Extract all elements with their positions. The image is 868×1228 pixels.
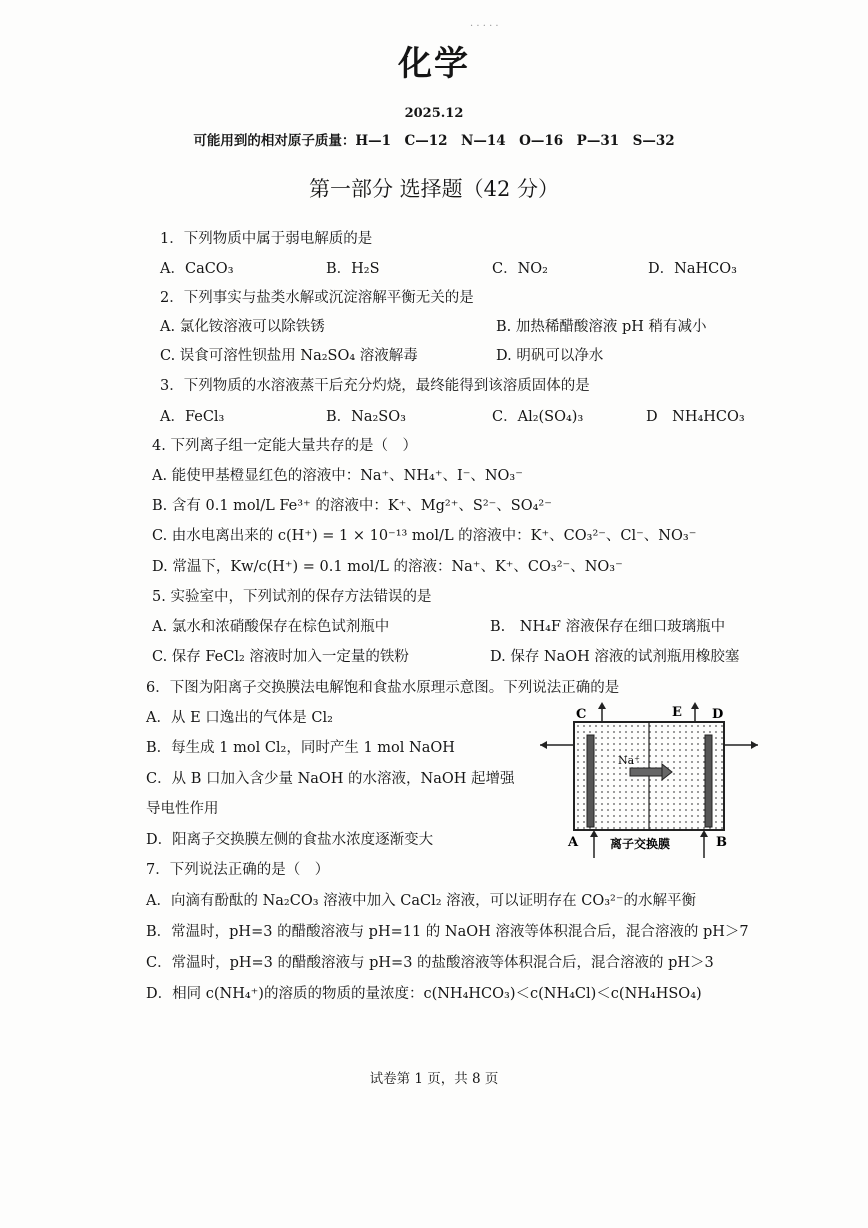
label-e: E <box>672 705 682 720</box>
question-7-option-c: C．常温时，pH=3 的醋酸溶液与 pH=3 的盐酸溶液等体积混合后，混合溶液的 pH＞3 <box>146 955 714 971</box>
question-2-option-c: C. 误食可溶性钡盐用 Na₂SO₄ 溶液解毒 <box>160 348 418 364</box>
membrane-label: 离子交换膜 <box>610 837 671 851</box>
question-5-option-b: B. NH₄F 溶液保存在细口玻璃瓶中 <box>490 619 726 635</box>
label-a: A <box>568 835 579 850</box>
question-4-option-d: D. 常温下，Kw/c(H⁺) = 0.1 mol/L 的溶液：Na⁺、K⁺、CO₃²⁻、NO₃⁻ <box>152 559 623 575</box>
page-footer: 试卷第 1 页，共 8 页 <box>369 1071 499 1087</box>
question-2-option-d: D. 明矾可以净水 <box>496 348 604 364</box>
question-3-option-b: B．Na₂SO₃ <box>326 409 406 425</box>
question-7-option-a: A．向滴有酚酞的 Na₂CO₃ 溶液中加入 CaCl₂ 溶液，可以证明存在 CO₃²⁻的水解平衡 <box>146 893 696 909</box>
label-b: B <box>716 835 727 850</box>
question-2-option-a: A. 氯化铵溶液可以除铁锈 <box>160 319 325 335</box>
question-3-option-a: A．FeCl₃ <box>160 409 225 425</box>
question-3-stem: 3．下列物质的水溶液蒸干后充分灼烧，最终能得到该溶质固体的是 <box>160 378 590 394</box>
question-4-option-a: A. 能使甲基橙显红色的溶液中：Na⁺、NH₄⁺、I⁻、NO₃⁻ <box>152 468 523 484</box>
label-c: C <box>576 707 587 722</box>
question-6-option-b: B．每生成 1 mol Cl₂，同时产生 1 mol NaOH <box>146 740 455 756</box>
question-6-stem: 6．下图为阳离子交换膜法电解饱和食盐水原理示意图。下列说法正确的是 <box>146 680 620 696</box>
question-4-stem: 4. 下列离子组一定能大量共存的是（ ） <box>152 438 417 454</box>
question-1-option-b: B．H₂S <box>326 261 380 277</box>
label-na-ion: Na⁺ <box>618 754 640 767</box>
top-mark: · · · · · <box>470 21 499 32</box>
electrolysis-diagram <box>540 700 760 860</box>
page-title: 化学 <box>398 44 470 84</box>
question-6-option-a: A．从 E 口逸出的气体是 Cl₂ <box>146 710 333 726</box>
question-1-stem: 1．下列物质中属于弱电解质的是 <box>160 231 373 247</box>
question-5-option-c: C. 保存 FeCl₂ 溶液时加入一定量的铁粉 <box>152 649 409 665</box>
question-6-option-c-continued: 导电性作用 <box>146 801 219 817</box>
question-7-stem: 7．下列说法正确的是（ ） <box>146 862 330 878</box>
question-4-option-b: B. 含有 0.1 mol/L Fe³⁺ 的溶液中：K⁺、Mg²⁺、S²⁻、SO₄²⁻ <box>152 498 552 514</box>
question-5-option-d: D. 保存 NaOH 溶液的试剂瓶用橡胶塞 <box>490 649 740 665</box>
question-6-option-c: C．从 B 口加入含少量 NaOH 的水溶液，NaOH 起增强 <box>146 771 515 787</box>
question-4-option-c: C. 由水电离出来的 c(H⁺) = 1 × 10⁻¹³ mol/L 的溶液中：K⁺、CO₃²⁻、Cl⁻、NO₃⁻ <box>152 528 697 544</box>
question-7-option-b: B．常温时，pH=3 的醋酸溶液与 pH=11 的 NaOH 溶液等体积混合后，混合溶液的 pH＞7 <box>146 924 749 940</box>
atomic-masses: 可能用到的相对原子质量：H—1 C—12 N—14 O—16 P—31 S—32 <box>193 133 675 149</box>
question-1-option-d: D．NaHCO₃ <box>648 261 737 277</box>
question-2-stem: 2．下列事实与盐类水解或沉淀溶解平衡无关的是 <box>160 290 474 306</box>
question-1-option-a: A．CaCO₃ <box>160 261 234 277</box>
question-5-stem: 5. 实验室中，下列试剂的保存方法错误的是 <box>152 589 432 605</box>
question-6-option-d: D．阳离子交换膜左侧的食盐水浓度逐渐变大 <box>146 832 434 848</box>
question-1-option-c: C．NO₂ <box>492 261 548 277</box>
question-5-option-a: A. 氯水和浓硝酸保存在棕色试剂瓶中 <box>152 619 390 635</box>
section-title: 第一部分 选择题（42 分） <box>308 177 560 201</box>
label-d: D <box>712 707 724 722</box>
question-2-option-b: B. 加热稀醋酸溶液 pH 稍有减小 <box>496 319 707 335</box>
question-7-option-d: D．相同 c(NH₄⁺)的溶质的物质的量浓度：c(NH₄HCO₃)＜c(NH₄Cl)＜c(NH₄HSO₄) <box>146 986 702 1002</box>
question-3-option-d: D NH₄HCO₃ <box>646 409 745 425</box>
exam-date: 2025.12 <box>404 106 464 121</box>
question-3-option-c: C．Al₂(SO₄)₃ <box>492 409 584 425</box>
